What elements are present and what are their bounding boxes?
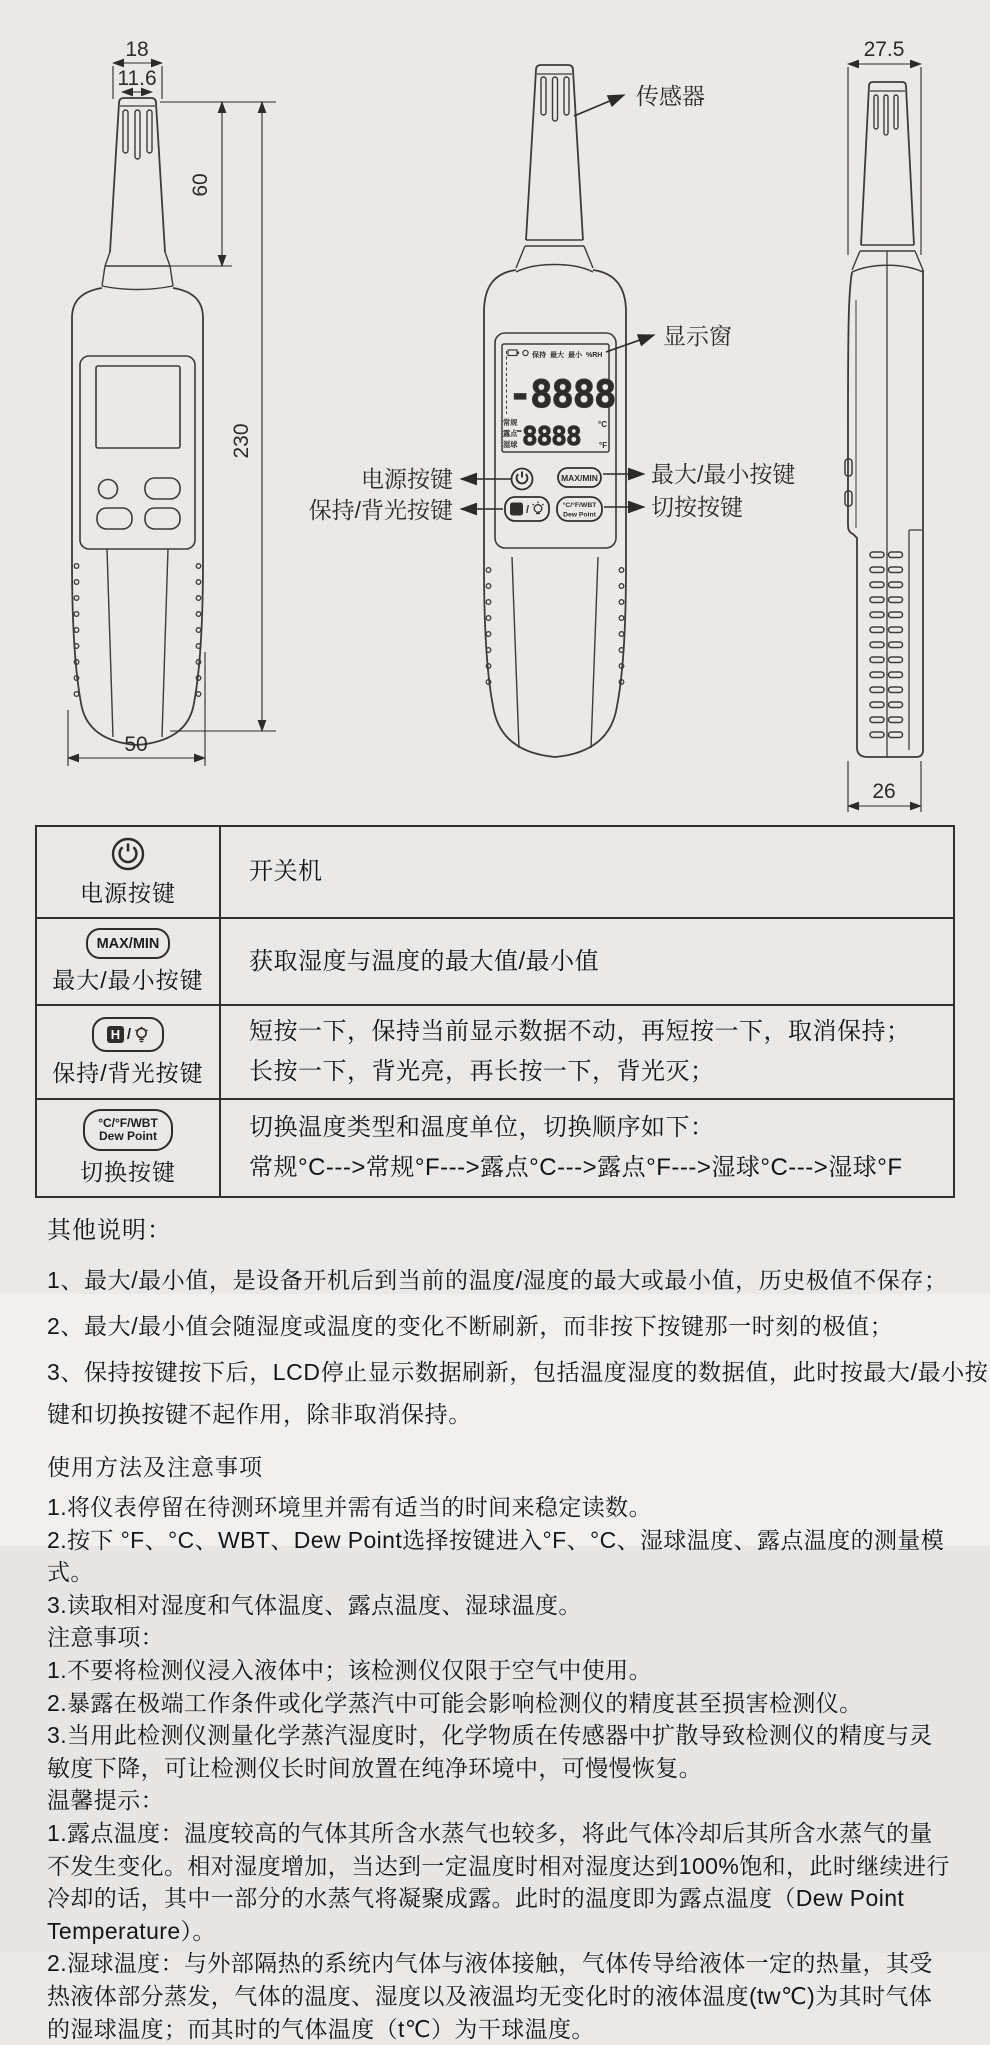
text-line: Temperature）。 [47,1915,950,1948]
table-row-power-key [37,827,221,917]
front-view-dimensions [68,63,276,766]
front-view-drawing [72,98,203,745]
lcd-content [503,350,615,452]
button-spec-table [35,825,955,1198]
text-line: 2.湿球温度：与外部隔热的系统内气体与液体接触，气体传导给液体一定的热量，其受 [47,1947,950,1980]
vent-slots [870,552,903,738]
dim-18: 18 [125,38,148,61]
lcd-unit-c: °C [598,420,607,429]
lcd-main-digits: -8888 [509,373,615,416]
maxmin-button-label: MAX/MIN [561,473,598,483]
text-line: 1.露点温度：温度较高的气体其所含水蒸气也较多，将此气体冷却后其所含水蒸气的量 [47,1817,950,1850]
lcd-row-normal: 常规 [503,418,518,427]
product-diagram [0,0,990,814]
callout-display-window: 显示窗 [663,323,732,349]
unit-line1: °C/°F/WBT [98,1117,158,1131]
section-manual [47,1449,950,2045]
desc-line: 开关机 [249,852,939,892]
key-label: 切换按键 [80,1154,176,1187]
table-row-toggle-key [37,1098,221,1196]
text-line: 3.读取相对湿度和气体温度、露点温度、湿球温度。 [47,1589,950,1622]
h-box: H [107,1026,124,1043]
desc-line: 切换温度类型和温度单位，切换顺序如下： [249,1108,939,1148]
desc-line: 长按一下，背光亮，再长按一下，背光灭； [249,1052,939,1092]
lcd-indicator-max: 最大 [550,350,564,359]
text-line: 不发生变化。相对湿度增加，当达到一定温度时相对湿度达到100%饱和，此时继续进行 [47,1850,950,1883]
callout-sensor: 传感器 [636,83,705,109]
table-row-maxmin-desc [221,917,953,1004]
table-row-hold-desc [221,1004,953,1098]
text-line: 温馨提示： [47,1784,950,1817]
text-line: 3、保持按键按下后，LCD停止显示数据刷新，包括温度湿度的数据值，此时按最大/最小按 [47,1349,950,1395]
front-view-dimension-labels [117,38,253,756]
table-row-power-desc [221,827,953,917]
text-line: 冷却的话，其中一部分的水蒸气将凝聚成露。此时的温度即为露点温度（Dew Point [47,1882,950,1915]
notes-lines [47,1257,950,1433]
slash: / [127,1026,131,1043]
text-line: 1.不要将检测仪浸入液体中；该检测仪仅限于空气中使用。 [47,1654,950,1687]
dim-60: 60 [189,173,212,196]
lcd-row-dew: 露点 [503,429,518,438]
text-line: 式。 [47,1556,950,1589]
desc-line: 常规°C--->常规°F--->露点°C--->露点°F--->湿球°C--->湿球°F [249,1148,939,1188]
unit-toggle-line2: Dew Point [563,512,597,519]
key-label: 电源按键 [80,875,176,908]
manual-lines [47,1491,950,2045]
text-line: 键和切换按键不起作用，除非取消保持。 [47,1395,950,1433]
lcd-row-wet: 湿球 [503,440,518,449]
lcd-unit-f: °F [599,441,607,450]
unit-line2: Dew Point [99,1130,157,1144]
desc-line: 获取湿度与温度的最大值/最小值 [249,942,939,982]
bulb-icon [533,502,544,514]
lcd-indicator-rh: %RH [586,352,602,359]
callout-hold-backlight: 保持/背光按键 [309,497,453,523]
lcd-indicator-hold: 保持 [532,350,546,359]
lcd-sub-digits: 8888 [522,422,581,452]
key-label: 最大/最小按键 [52,962,203,995]
unit-toggle-line1: °C/°F/WBT [563,501,598,509]
bulb-icon [523,350,528,355]
dim-11-6: 11.6 [117,67,156,90]
lcd-indicator-min: 最小 [568,350,583,359]
callout-labels [309,83,796,523]
bulb-icon [134,1026,149,1043]
text-line: 1、最大/最小值，是设备开机后到当前的温度/湿度的最大或最小值，历史极值不保存； [47,1257,950,1303]
desc-line: 短按一下，保持当前显示数据不动，再短按一下，取消保持； [249,1012,939,1052]
text-line: 2、最大/最小值会随湿度或温度的变化不断刷新，而非按下按键那一时刻的极值； [47,1303,950,1349]
table-row-toggle-desc [221,1098,953,1196]
text-line: 热液体部分蒸发，气体的温度、湿度以及液温均无变化时的液体温度(tw℃)为其时气体 [47,1980,950,2013]
dim-50: 50 [124,733,147,756]
callout-power: 电源按键 [361,466,453,492]
power-button-outline [99,480,118,499]
slash-label: / [526,504,529,516]
section-heading: 使用方法及注意事项 [47,1449,950,1482]
dim-26: 26 [872,780,895,803]
dim-230: 230 [230,423,253,458]
key-label: 保持/背光按键 [52,1055,203,1088]
text-line: 3.当用此检测仪测量化学蒸汽湿度时，化学物质在传感器中扩散导致检测仪的精度与灵 [47,1719,950,1752]
text-line: 的湿球温度；而其时的气体温度（t℃）为干球温度。 [47,2013,950,2045]
text-line: 2.暴露在极端工作条件或化学蒸汽中可能会影响检测仪的精度甚至损害检测仪。 [47,1687,950,1720]
hold-backlight-icon [92,1017,164,1052]
text-line: 敏度下降，可让检测仪长时间放置在纯净环境中，可慢慢恢复。 [47,1752,950,1785]
battery-icon [508,350,517,356]
side-view-drawing [845,82,923,757]
text-line: 2.按下 °F、°C、WBT、Dew Point选择按键进入°F、°C、湿球温度、露点温度的测量模 [47,1524,950,1557]
callout-toggle: 切按按键 [651,494,743,520]
section-heading: 其他说明： [47,1210,950,1245]
section-other-notes [47,1210,950,1433]
hold-h-label: H [513,505,520,516]
maxmin-icon: MAX/MIN [86,928,170,959]
text-line: 1.将仪表停留在待测环境里并需有适当的时间来稳定读数。 [47,1491,950,1524]
table-row-hold-key [37,1004,221,1098]
callout-max-min: 最大/最小按键 [651,461,795,487]
table-row-maxmin-key [37,917,221,1004]
power-icon [110,836,146,872]
text-line: 注意事项： [47,1621,950,1654]
device-buttons [505,468,602,521]
dim-27-5: 27.5 [864,38,905,61]
unit-toggle-icon [83,1109,173,1151]
